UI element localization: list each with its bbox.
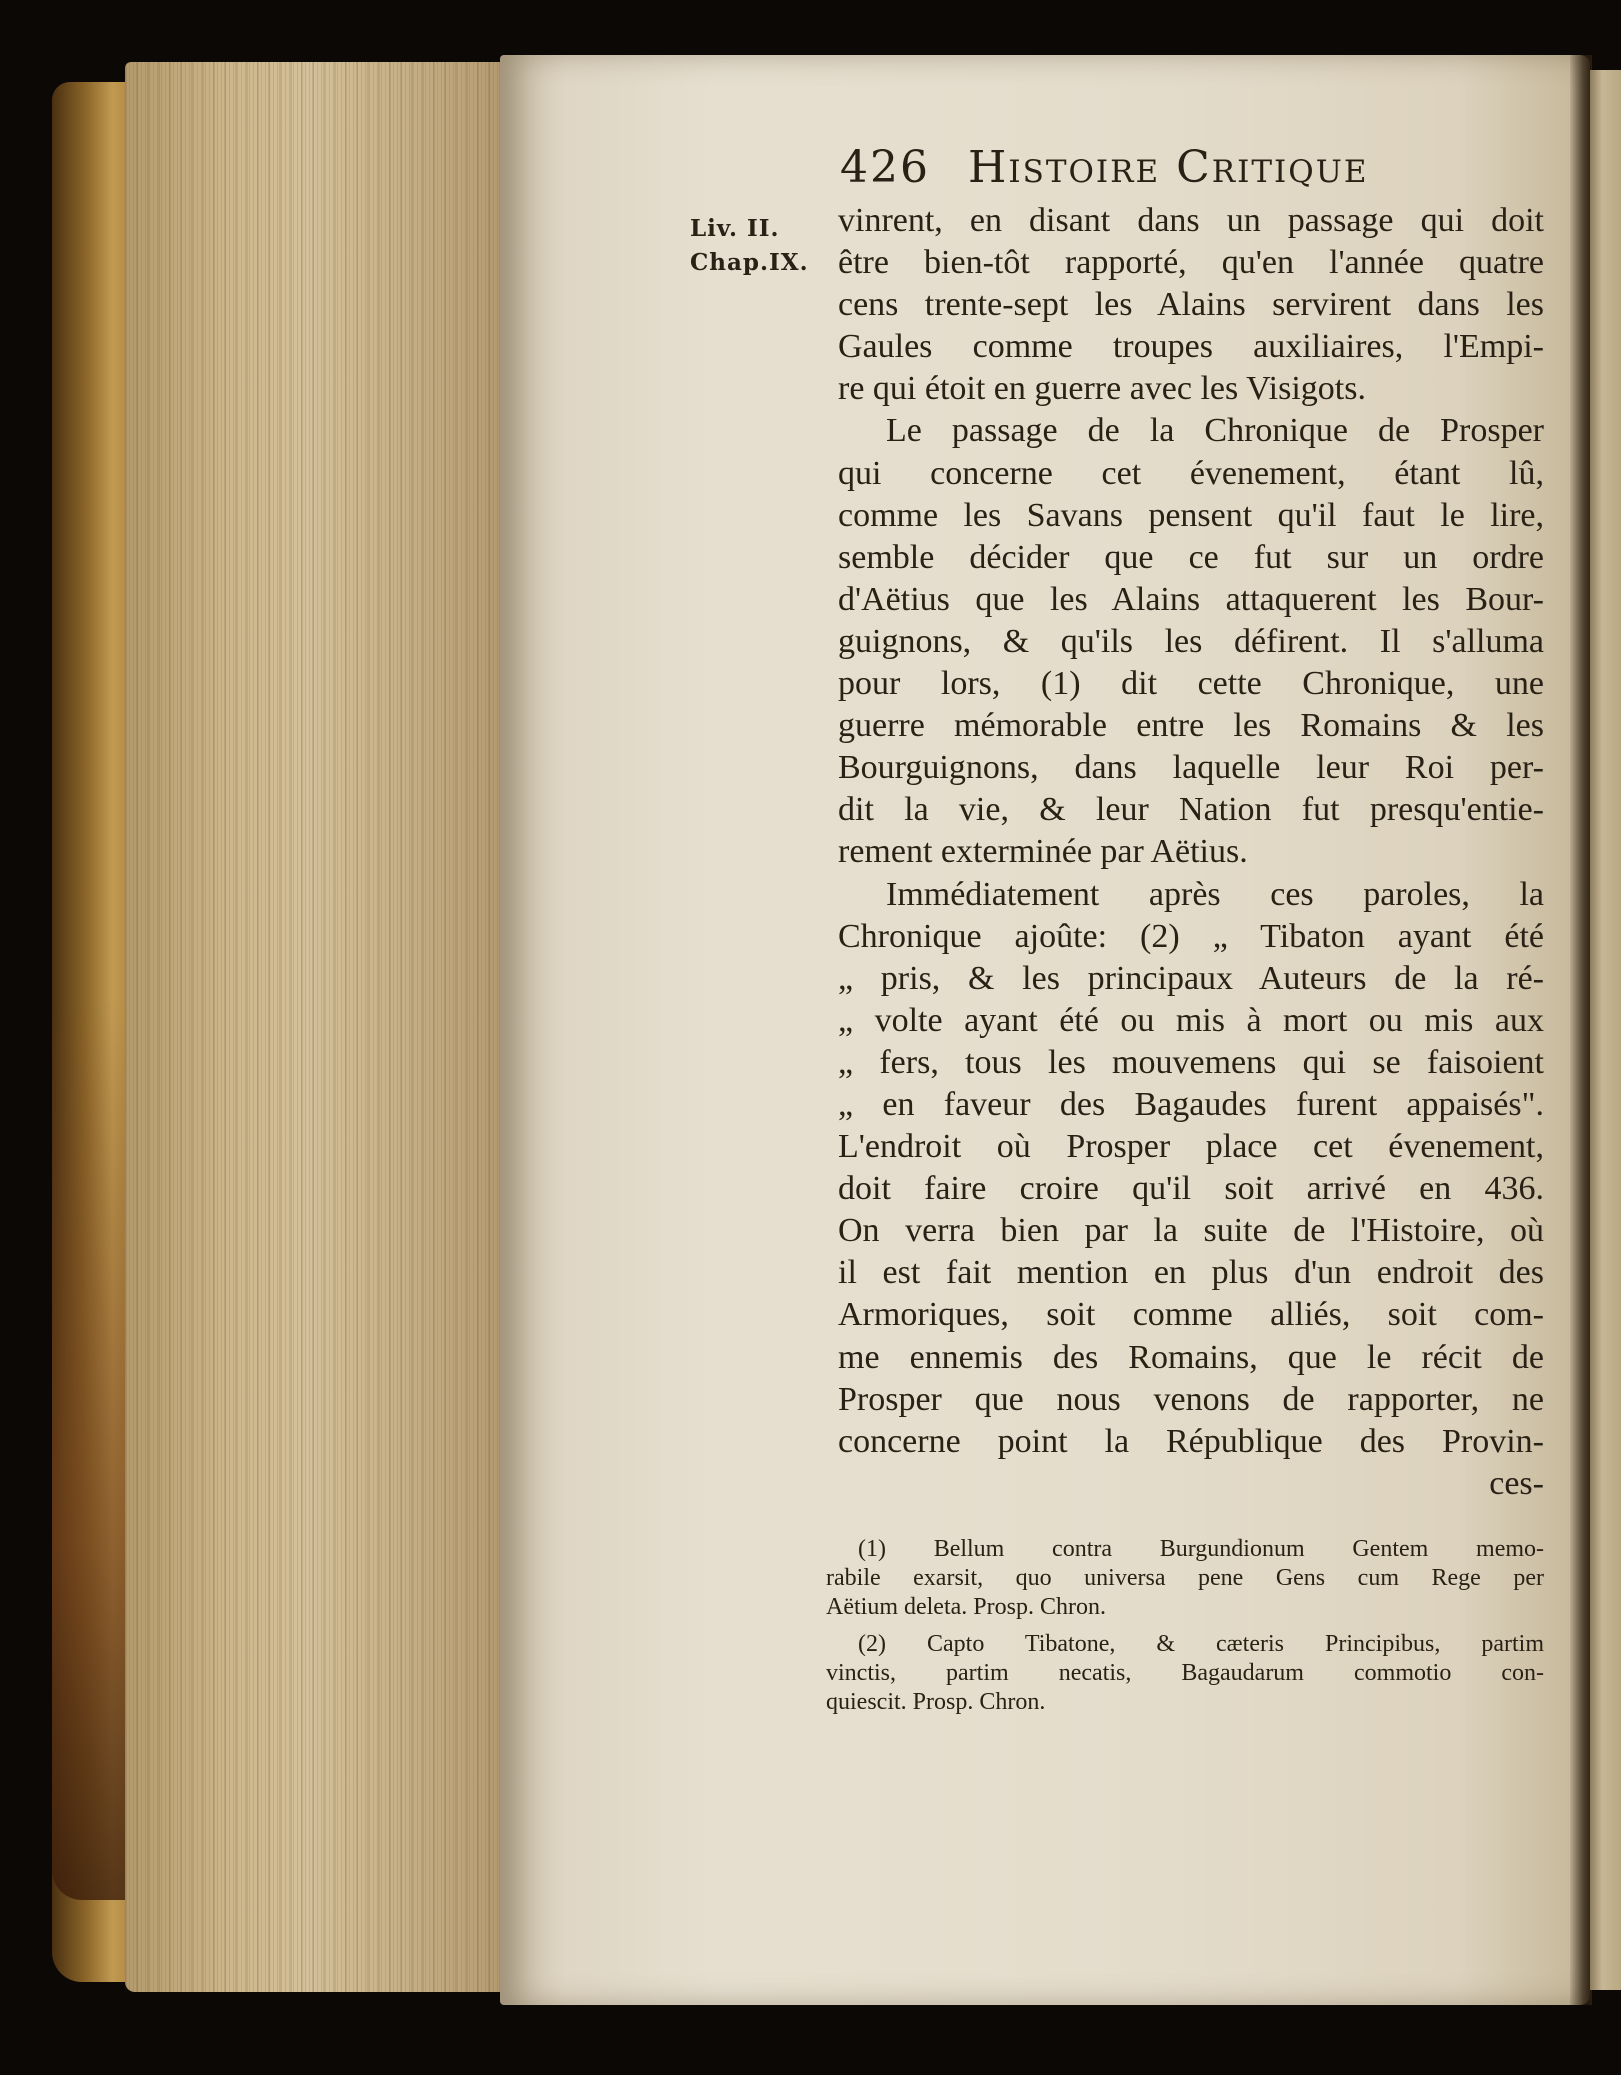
text-line: cens trente-sept les Alains servirent dans les <box>838 286 1544 324</box>
running-head-title: Histoire Critique <box>967 142 1369 193</box>
text-line: guignons, & qu'ils les défirent. Il s'alluma <box>838 622 1544 660</box>
text-line: d'Aëtius que les Alains attaquerent les Bour- <box>838 580 1544 618</box>
book-gutter <box>1570 55 1592 2005</box>
running-head <box>840 142 1368 193</box>
footnote-line: (1) Bellum contra Burgundionum Gentem memo- <box>858 1536 1544 1562</box>
text-line: Chronique ajoûte: (2) „ Tibaton ayant été <box>838 917 1544 955</box>
text-line: il est fait mention en plus d'un endroit des <box>838 1254 1544 1292</box>
text-line: doit faire croire qu'il soit arrivé en 436. <box>838 1170 1544 1208</box>
text-line: Immédiatement après ces paroles, la <box>886 875 1544 913</box>
footnote-line: vinctis, partim necatis, Bagaudarum commotio con- <box>826 1660 1544 1686</box>
footnotes <box>826 1535 1544 1717</box>
text-line: Prosper que nous venons de rapporter, ne <box>838 1380 1544 1418</box>
binding-stain <box>52 1000 132 1900</box>
text-line: On verra bien par la suite de l'Histoire, où <box>838 1212 1544 1250</box>
catchword: ces- <box>1489 1464 1544 1502</box>
body-text <box>838 200 1544 1505</box>
text-line: guerre mémorable entre les Romains & les <box>838 707 1544 745</box>
text-line: re qui étoit en guerre avec les Visigots. <box>838 370 1366 408</box>
margin-note-book: Liv. II. <box>690 215 780 242</box>
footnote-line: rabile exarsit, quo universa pene Gens cum Rege per <box>826 1565 1544 1591</box>
text-line: L'endroit où Prosper place cet évenement, <box>838 1128 1544 1166</box>
text-line: „ en faveur des Bagaudes furent appaisés". <box>838 1085 1544 1123</box>
text-line: me ennemis des Romains, que le récit de <box>838 1338 1544 1376</box>
text-line: concerne point la République des Provin- <box>838 1422 1544 1460</box>
footnote-line: (2) Capto Tibatone, & cæteris Principibus, partim <box>858 1631 1544 1657</box>
text-line: „ pris, & les principaux Auteurs de la ré- <box>838 959 1544 997</box>
text-line: Bourguignons, dans laquelle leur Roi per- <box>838 749 1544 787</box>
text-line: pour lors, (1) dit cette Chronique, une <box>838 665 1544 703</box>
text-line: Le passage de la Chronique de Prosper <box>886 412 1544 450</box>
text-line: „ volte ayant été ou mis à mort ou mis aux <box>838 1001 1544 1039</box>
text-line: rement exterminée par Aëtius. <box>838 833 1248 871</box>
text-line: semble décider que ce fut sur un ordre <box>838 538 1544 576</box>
text-line: Armoriques, soit comme alliés, soit com- <box>838 1296 1544 1334</box>
margin-note <box>690 212 809 280</box>
text-line: „ fers, tous les mouvemens qui se faisoient <box>838 1043 1544 1081</box>
text-line: Gaules comme troupes auxiliaires, l'Empi- <box>838 328 1544 366</box>
text-line: vinrent, en disant dans un passage qui doit <box>838 202 1544 239</box>
text-line: dit la vie, & leur Nation fut presqu'entie- <box>838 791 1544 829</box>
footnote-line: Aëtium deleta. Prosp. Chron. <box>826 1594 1106 1620</box>
margin-note-chapter: Chap.IX. <box>690 249 809 276</box>
page-number: 426 <box>840 142 930 193</box>
footnote-line: quiescit. Prosp. Chron. <box>826 1689 1046 1715</box>
page-edges-texture <box>125 62 535 1992</box>
text-line: qui concerne cet évenement, étant lû, <box>838 454 1544 492</box>
facing-page-edge <box>1590 70 1621 1990</box>
text-line: être bien-tôt rapporté, qu'en l'année quatre <box>838 244 1544 282</box>
text-line: comme les Savans pensent qu'il faut le lire, <box>838 496 1544 534</box>
